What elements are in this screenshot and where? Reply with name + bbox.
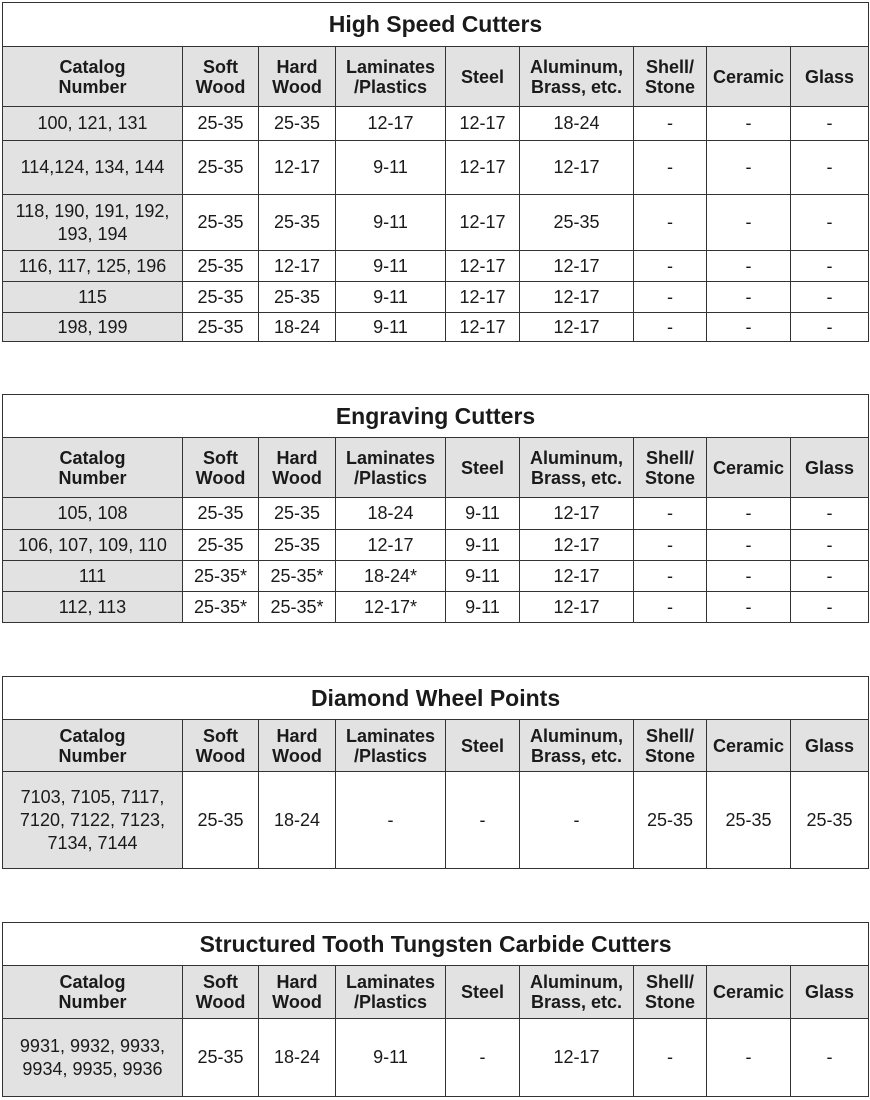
hard-wood-header: Hard Wood — [259, 47, 336, 107]
glass-cell: - — [791, 592, 869, 623]
catalog-number-cell: 105, 108 — [3, 498, 183, 530]
hard-wood-cell: 12-17 — [259, 251, 336, 282]
shell-stone-cell: - — [634, 592, 707, 623]
soft-wood-cell: 25-35 — [183, 1019, 259, 1097]
header-row — [3, 966, 869, 1019]
high-speed-cutters-table — [2, 2, 869, 342]
hard-wood-cell: 25-35 — [259, 195, 336, 251]
soft-wood-cell: 25-35 — [183, 251, 259, 282]
laminates-plastics-cell: 18-24 — [336, 498, 446, 530]
ceramic-cell: - — [707, 498, 791, 530]
laminates-plastics-cell: 18-24* — [336, 561, 446, 592]
tungsten-carbide-cutters-table — [2, 922, 869, 1097]
soft-wood-cell: 25-35 — [183, 530, 259, 561]
table-row — [3, 141, 869, 195]
table-title: High Speed Cutters — [3, 3, 869, 47]
steel-cell: 9-11 — [446, 561, 520, 592]
aluminum-brass-cell: 12-17 — [520, 251, 634, 282]
soft-wood-header: Soft Wood — [183, 438, 259, 498]
aluminum-brass-cell: 12-17 — [520, 561, 634, 592]
shell-stone-cell: - — [634, 1019, 707, 1097]
shell-stone-cell: - — [634, 282, 707, 313]
catalog-number-cell: 115 — [3, 282, 183, 313]
hard-wood-cell: 25-35 — [259, 282, 336, 313]
soft-wood-cell: 25-35* — [183, 561, 259, 592]
aluminum-brass-cell: 12-17 — [520, 498, 634, 530]
hard-wood-cell: 25-35* — [259, 561, 336, 592]
aluminum-brass-cell: 12-17 — [520, 313, 634, 342]
ceramic-cell: - — [707, 1019, 791, 1097]
table-row — [3, 592, 869, 623]
engraving-cutters-table — [2, 394, 869, 623]
laminates-plastics-cell: 9-11 — [336, 313, 446, 342]
aluminum-brass-header: Aluminum, Brass, etc. — [520, 720, 634, 772]
shell-stone-header: Shell/ Stone — [634, 720, 707, 772]
laminates-plastics-cell: 12-17* — [336, 592, 446, 623]
catalog-number-header: Catalog Number — [3, 720, 183, 772]
shell-stone-header: Shell/ Stone — [634, 47, 707, 107]
shell-stone-cell: - — [634, 561, 707, 592]
aluminum-brass-header: Aluminum, Brass, etc. — [520, 438, 634, 498]
shell-stone-cell: - — [634, 107, 707, 141]
hard-wood-cell: 18-24 — [259, 1019, 336, 1097]
table-row — [3, 313, 869, 342]
aluminum-brass-cell: 12-17 — [520, 141, 634, 195]
ceramic-cell: - — [707, 195, 791, 251]
shell-stone-cell: - — [634, 313, 707, 342]
steel-cell: 12-17 — [446, 141, 520, 195]
hard-wood-cell: 25-35* — [259, 592, 336, 623]
laminates-plastics-cell: 9-11 — [336, 282, 446, 313]
aluminum-brass-header: Aluminum, Brass, etc. — [520, 966, 634, 1019]
glass-cell: - — [791, 498, 869, 530]
laminates-plastics-cell: 9-11 — [336, 1019, 446, 1097]
shell-stone-cell: - — [634, 251, 707, 282]
shell-stone-cell: - — [634, 530, 707, 561]
glass-cell: - — [791, 141, 869, 195]
ceramic-cell: - — [707, 141, 791, 195]
shell-stone-cell: - — [634, 498, 707, 530]
laminates-plastics-header: Laminates /Plastics — [336, 720, 446, 772]
table-row — [3, 530, 869, 561]
catalog-number-cell: 198, 199 — [3, 313, 183, 342]
hard-wood-cell: 25-35 — [259, 498, 336, 530]
catalog-number-cell: 112, 113 — [3, 592, 183, 623]
aluminum-brass-cell: 12-17 — [520, 592, 634, 623]
diamond-wheel-points-table — [2, 676, 869, 869]
catalog-number-cell: 7103, 7105, 7117, 7120, 7122, 7123, 7134, 7144 — [3, 772, 183, 869]
table-row — [3, 498, 869, 530]
ceramic-cell: 25-35 — [707, 772, 791, 869]
steel-header: Steel — [446, 47, 520, 107]
ceramic-cell: - — [707, 282, 791, 313]
laminates-plastics-cell: - — [336, 772, 446, 869]
steel-cell: 12-17 — [446, 313, 520, 342]
ceramic-header: Ceramic — [707, 966, 791, 1019]
aluminum-brass-cell: - — [520, 772, 634, 869]
shell-stone-cell: - — [634, 195, 707, 251]
ceramic-cell: - — [707, 530, 791, 561]
catalog-number-cell: 106, 107, 109, 110 — [3, 530, 183, 561]
table-row — [3, 251, 869, 282]
steel-cell: 12-17 — [446, 195, 520, 251]
soft-wood-header: Soft Wood — [183, 966, 259, 1019]
soft-wood-cell: 25-35 — [183, 498, 259, 530]
laminates-plastics-header: Laminates /Plastics — [336, 966, 446, 1019]
laminates-plastics-cell: 9-11 — [336, 141, 446, 195]
header-row — [3, 438, 869, 498]
hard-wood-header: Hard Wood — [259, 720, 336, 772]
table-row — [3, 282, 869, 313]
ceramic-header: Ceramic — [707, 720, 791, 772]
steel-cell: 9-11 — [446, 530, 520, 561]
shell-stone-header: Shell/ Stone — [634, 438, 707, 498]
shell-stone-cell: - — [634, 141, 707, 195]
table-row — [3, 772, 869, 869]
laminates-plastics-cell: 9-11 — [336, 251, 446, 282]
catalog-number-cell: 9931, 9932, 9933, 9934, 9935, 9936 — [3, 1019, 183, 1097]
catalog-number-header: Catalog Number — [3, 47, 183, 107]
soft-wood-cell: 25-35 — [183, 282, 259, 313]
laminates-plastics-cell: 9-11 — [336, 195, 446, 251]
glass-cell: - — [791, 313, 869, 342]
table-row — [3, 195, 869, 251]
steel-header: Steel — [446, 720, 520, 772]
ceramic-header: Ceramic — [707, 47, 791, 107]
hard-wood-cell: 25-35 — [259, 107, 336, 141]
aluminum-brass-cell: 12-17 — [520, 530, 634, 561]
hard-wood-cell: 12-17 — [259, 141, 336, 195]
steel-cell: - — [446, 772, 520, 869]
catalog-number-header: Catalog Number — [3, 438, 183, 498]
glass-cell: - — [791, 251, 869, 282]
soft-wood-header: Soft Wood — [183, 47, 259, 107]
steel-cell: 12-17 — [446, 107, 520, 141]
ceramic-cell: - — [707, 107, 791, 141]
glass-cell: - — [791, 1019, 869, 1097]
steel-cell: - — [446, 1019, 520, 1097]
aluminum-brass-cell: 18-24 — [520, 107, 634, 141]
table-row — [3, 107, 869, 141]
ceramic-cell: - — [707, 561, 791, 592]
hard-wood-header: Hard Wood — [259, 966, 336, 1019]
catalog-number-cell: 100, 121, 131 — [3, 107, 183, 141]
laminates-plastics-header: Laminates /Plastics — [336, 47, 446, 107]
laminates-plastics-cell: 12-17 — [336, 107, 446, 141]
table-row — [3, 1019, 869, 1097]
hard-wood-cell: 18-24 — [259, 772, 336, 869]
catalog-number-header: Catalog Number — [3, 966, 183, 1019]
header-row — [3, 720, 869, 772]
steel-cell: 9-11 — [446, 498, 520, 530]
hard-wood-header: Hard Wood — [259, 438, 336, 498]
ceramic-cell: - — [707, 592, 791, 623]
glass-cell: - — [791, 195, 869, 251]
steel-header: Steel — [446, 966, 520, 1019]
soft-wood-cell: 25-35 — [183, 141, 259, 195]
table-row — [3, 561, 869, 592]
ceramic-cell: - — [707, 313, 791, 342]
ceramic-cell: - — [707, 251, 791, 282]
shell-stone-cell: 25-35 — [634, 772, 707, 869]
glass-cell: - — [791, 107, 869, 141]
shell-stone-header: Shell/ Stone — [634, 966, 707, 1019]
steel-header: Steel — [446, 438, 520, 498]
glass-cell: - — [791, 561, 869, 592]
laminates-plastics-header: Laminates /Plastics — [336, 438, 446, 498]
ceramic-header: Ceramic — [707, 438, 791, 498]
glass-cell: 25-35 — [791, 772, 869, 869]
glass-header: Glass — [791, 720, 869, 772]
aluminum-brass-header: Aluminum, Brass, etc. — [520, 47, 634, 107]
glass-header: Glass — [791, 438, 869, 498]
catalog-number-cell: 114,124, 134, 144 — [3, 141, 183, 195]
soft-wood-cell: 25-35 — [183, 195, 259, 251]
soft-wood-cell: 25-35 — [183, 313, 259, 342]
glass-cell: - — [791, 530, 869, 561]
header-row — [3, 47, 869, 107]
soft-wood-cell: 25-35 — [183, 107, 259, 141]
soft-wood-cell: 25-35 — [183, 772, 259, 869]
table-title: Engraving Cutters — [3, 395, 869, 438]
soft-wood-cell: 25-35* — [183, 592, 259, 623]
aluminum-brass-cell: 12-17 — [520, 1019, 634, 1097]
steel-cell: 12-17 — [446, 251, 520, 282]
catalog-number-cell: 111 — [3, 561, 183, 592]
laminates-plastics-cell: 12-17 — [336, 530, 446, 561]
catalog-number-cell: 118, 190, 191, 192, 193, 194 — [3, 195, 183, 251]
hard-wood-cell: 25-35 — [259, 530, 336, 561]
catalog-number-cell: 116, 117, 125, 196 — [3, 251, 183, 282]
table-title: Diamond Wheel Points — [3, 677, 869, 720]
soft-wood-header: Soft Wood — [183, 720, 259, 772]
glass-header: Glass — [791, 966, 869, 1019]
glass-header: Glass — [791, 47, 869, 107]
aluminum-brass-cell: 25-35 — [520, 195, 634, 251]
table-title: Structured Tooth Tungsten Carbide Cutters — [3, 923, 869, 966]
steel-cell: 12-17 — [446, 282, 520, 313]
steel-cell: 9-11 — [446, 592, 520, 623]
aluminum-brass-cell: 12-17 — [520, 282, 634, 313]
hard-wood-cell: 18-24 — [259, 313, 336, 342]
glass-cell: - — [791, 282, 869, 313]
